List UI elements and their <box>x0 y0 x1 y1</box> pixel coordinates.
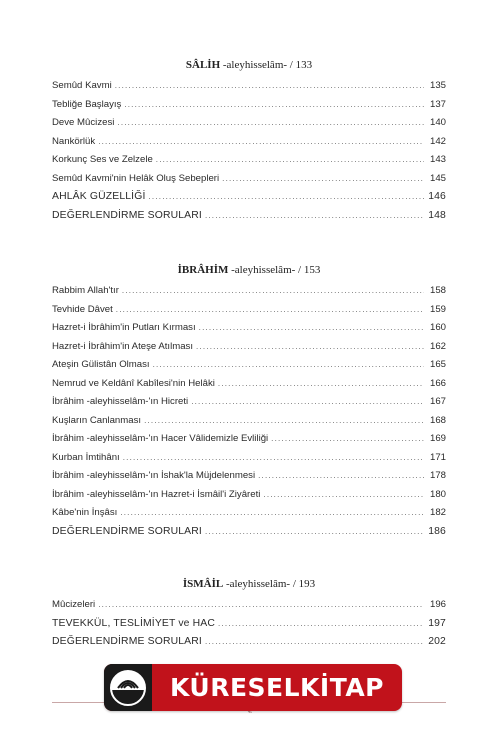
toc-entry-label: İbrâhim -aleyhisselâm-'ın Hazret-i İsmâil'i Ziyâreti <box>52 488 261 500</box>
toc-entry[interactable] <box>52 96 446 115</box>
toc-entry-label: DEĞERLENDİRME SORULARI <box>52 636 202 647</box>
dot-leader <box>120 504 424 523</box>
toc-entry-label: Semûd Kavmi <box>52 80 112 91</box>
dot-leader <box>263 486 424 505</box>
toc-entry[interactable] <box>52 114 446 133</box>
section-title <box>52 261 446 279</box>
toc-entry-label: Tebliğe Başlayış <box>52 98 122 110</box>
toc-entry-page: 171 <box>429 451 446 463</box>
toc-entry-label: İbrâhim -aleyhisselâm-'ın Hicreti <box>52 396 189 407</box>
brand-name: KÜRESELKİTAP <box>169 673 385 702</box>
section-salih <box>52 56 446 225</box>
dot-leader <box>218 615 424 634</box>
toc-entry-page: 178 <box>429 470 446 481</box>
toc-entry-label: Nemrud ve Keldânî Kabîlesi'nin Helâki <box>52 377 215 389</box>
toc-entry-page: 143 <box>429 154 446 165</box>
toc-entry-label: Ateşin Gülistân Olması <box>52 359 150 370</box>
toc-entry-page: 162 <box>429 340 446 352</box>
dot-leader <box>117 114 424 133</box>
dot-leader <box>196 338 424 357</box>
toc-entry[interactable] <box>52 356 446 375</box>
toc-entry[interactable] <box>52 188 446 207</box>
toc-entry[interactable] <box>52 596 446 615</box>
toc-entry[interactable] <box>52 393 446 412</box>
toc-entry-page: 137 <box>429 98 446 110</box>
section-title <box>52 575 446 593</box>
toc-entry-page: 142 <box>429 135 446 147</box>
toc-entry-page: 160 <box>429 322 446 333</box>
toc-entry-page: 148 <box>428 209 446 221</box>
toc-entry-page: 167 <box>429 396 446 407</box>
toc-entry-page: 159 <box>429 303 446 315</box>
toc-entry-page: 202 <box>428 636 446 647</box>
dot-leader <box>149 188 425 207</box>
dot-leader <box>144 412 424 431</box>
dot-leader <box>153 356 424 375</box>
section-ismail <box>52 575 446 652</box>
dot-leader <box>271 430 424 449</box>
toc-entry-label: Korkunç Ses ve Zelzele <box>52 154 153 165</box>
dot-leader <box>258 467 424 486</box>
dot-leader <box>124 96 424 115</box>
dot-leader <box>205 633 424 652</box>
toc-entry[interactable] <box>52 467 446 486</box>
toc-entry-label: Nankörlük <box>52 135 96 147</box>
toc-entry-page: 186 <box>428 525 446 537</box>
dot-leader <box>98 596 424 615</box>
entries-list <box>52 596 446 652</box>
section-title <box>52 56 446 74</box>
toc-entry-page: 146 <box>428 191 446 202</box>
toc-entry-label: Hazret-i İbrâhim'in Putları Kırması <box>52 322 196 333</box>
toc-entry[interactable] <box>52 77 446 96</box>
toc-entry-page: 158 <box>429 285 446 296</box>
toc-entry[interactable] <box>52 133 446 152</box>
toc-entry-label: Hazret-i İbrâhim'in Ateşe Atılması <box>52 340 193 352</box>
toc-entry-label: Deve Mûcizesi <box>52 117 115 128</box>
toc-entry[interactable] <box>52 615 446 634</box>
toc-entry-page: 166 <box>429 377 446 389</box>
toc-entry[interactable] <box>52 449 446 468</box>
toc-entry-page: 182 <box>429 507 446 518</box>
entries-list <box>52 282 446 541</box>
toc-entry-label: Kurban İmtihânı <box>52 451 120 463</box>
toc-entry[interactable] <box>52 151 446 170</box>
toc-entry-label: İbrâhim -aleyhisselâm-'ın Hacer Vâlidemizle Evliliği <box>52 433 269 444</box>
dot-leader <box>222 170 424 189</box>
toc-entry-label: Tevhide Dâvet <box>52 303 113 315</box>
toc-entry-label: Kâbe'nin İnşâsı <box>52 507 118 518</box>
toc-entry[interactable] <box>52 282 446 301</box>
toc-entry-label: Mûcizeleri <box>52 599 96 610</box>
dot-leader <box>116 301 424 320</box>
toc-entry[interactable] <box>52 486 446 505</box>
toc-entry-page: 196 <box>429 599 446 610</box>
toc-entry-label: DEĞERLENDİRME SORULARI <box>52 525 202 537</box>
dot-leader <box>191 393 424 412</box>
dot-leader <box>123 449 424 468</box>
toc-entry[interactable] <box>52 207 446 226</box>
toc-entry[interactable] <box>52 170 446 189</box>
toc-entry[interactable] <box>52 504 446 523</box>
toc-entry[interactable] <box>52 633 446 652</box>
toc-entry-page: 145 <box>429 172 446 184</box>
dot-leader <box>156 151 424 170</box>
toc-entry-label: TEVEKKÜL, TESLİMİYET ve HAC <box>52 617 216 629</box>
toc-entry-label: Semûd Kavmi'nin Helâk Oluş Sebepleri <box>52 172 220 184</box>
dot-leader <box>199 319 424 338</box>
section-title-page: -aleyhisselâm- / 153 <box>228 264 321 276</box>
toc-entry-page: 165 <box>429 359 446 370</box>
toc-entry-label: Rabbim Allah'tır <box>52 285 119 296</box>
toc-entry-page: 135 <box>429 80 446 91</box>
toc-entry[interactable] <box>52 523 446 542</box>
section-title-name: SÂLİH <box>185 59 221 71</box>
toc-entry-page: 169 <box>429 433 446 444</box>
toc-entry-page: 180 <box>429 488 446 500</box>
section-title-page: -aleyhisselâm- / 133 <box>220 59 313 71</box>
dot-leader <box>98 133 424 152</box>
toc-entry[interactable] <box>52 319 446 338</box>
toc-entry-label: İbrâhim -aleyhisselâm-'ın İshak'la Müjdelenmesi <box>52 470 256 481</box>
section-title-name: İSMÂİL <box>182 578 224 590</box>
toc-entry-label: AHLÂK GÜZELLİĞİ <box>52 191 146 202</box>
section-title-name: İBRÂHİM <box>177 264 229 276</box>
toc-entry[interactable] <box>52 301 446 320</box>
entries-list <box>52 77 446 225</box>
toc-entry[interactable] <box>52 430 446 449</box>
toc-entry-page: 197 <box>428 617 446 629</box>
dot-leader <box>205 207 424 226</box>
half-globe-rays-icon <box>104 664 152 711</box>
brand-banner[interactable] <box>104 664 402 711</box>
toc-entry-label: DEĞERLENDİRME SORULARI <box>52 209 202 221</box>
toc-entry[interactable] <box>52 375 446 394</box>
section-ibrahim <box>52 261 446 541</box>
dot-leader <box>115 77 424 96</box>
toc-entry-page: 140 <box>429 117 446 128</box>
dot-leader <box>218 375 424 394</box>
dot-leader <box>205 523 424 542</box>
section-title-page: -aleyhisselâm- / 193 <box>223 578 316 590</box>
toc-entry-page: 168 <box>429 414 446 426</box>
toc-entry-label: Kuşların Canlanması <box>52 414 142 426</box>
dot-leader <box>122 282 424 301</box>
toc-entry[interactable] <box>52 338 446 357</box>
toc-entry[interactable] <box>52 412 446 431</box>
